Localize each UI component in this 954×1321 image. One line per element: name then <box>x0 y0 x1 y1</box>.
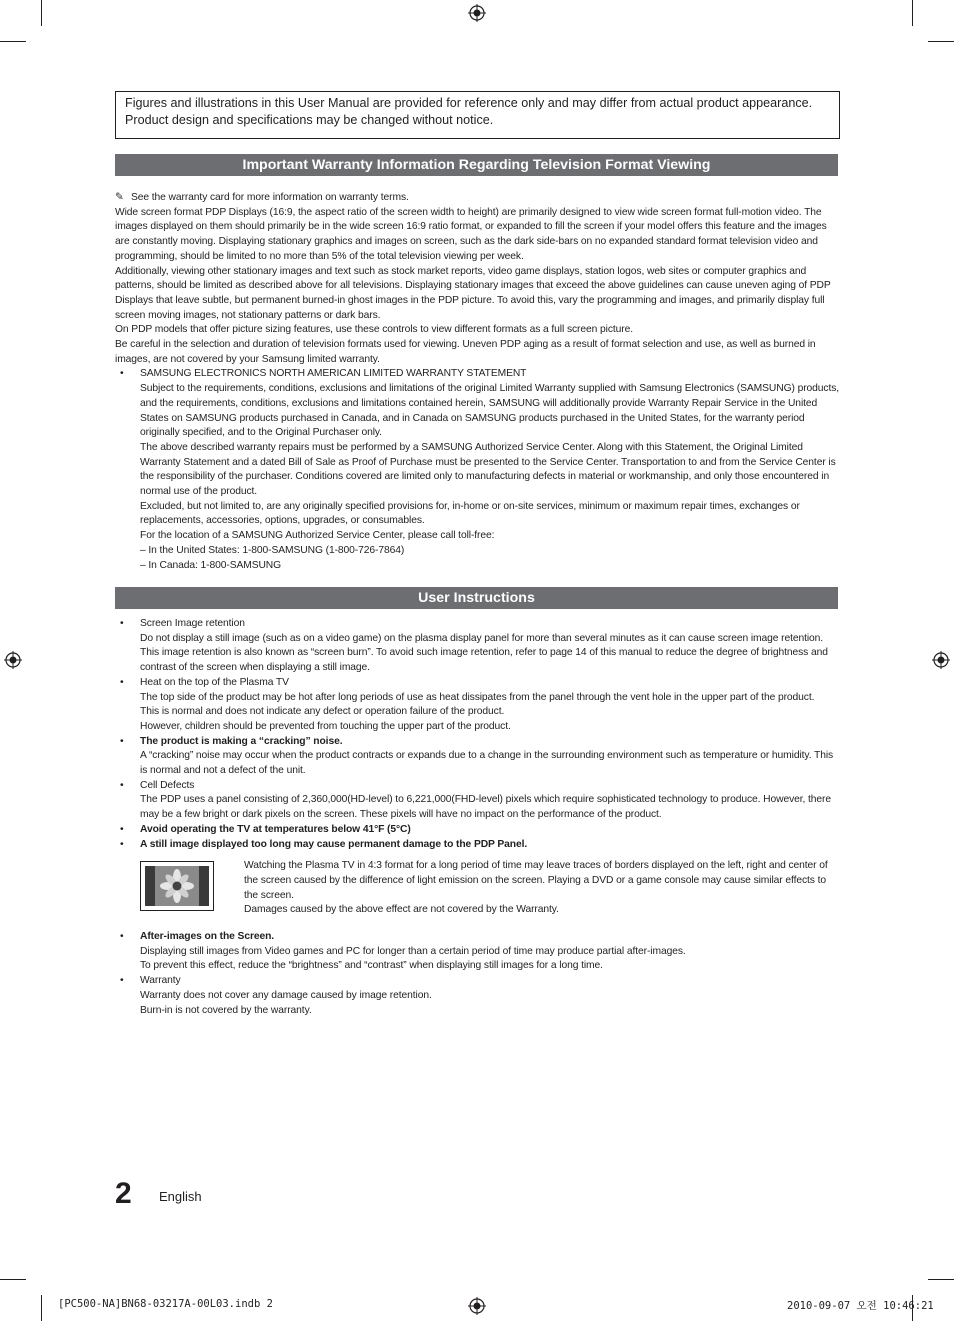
warranty-paragraph: Be careful in the selection and duration of television formats used for viewing. Uneven PDP aging as a result of format selection and use, as well as burned in images, are not covered by your Samsung limited warranty. <box>115 339 816 365</box>
instruction-title: A still image displayed too long may cause permanent damage to the PDP Panel. <box>140 838 528 850</box>
bullet-paragraph: For the location of a SAMSUNG Authorized Service Center, please call toll-free: <box>140 530 495 542</box>
warranty-section-heading: Important Warranty Information Regarding Television Format Viewing <box>115 154 838 176</box>
bullet-paragraph: Excluded, but not limited to, are any originally specified provisions for, in-home or on-site services, minimum or maximum repair times, exchanges or replacements, accessories, options, upgrades, or consumables. <box>140 500 800 527</box>
print-slug-date: 2010-09-07 오전 10:46:21 <box>787 1300 934 1312</box>
instruction-text: Do not display a still image (such as on a video game) on the plasma display panel for more than several minutes as it can cause screen image retention. This image retention is also known as “screen burn”. To avoid such image retention, refer to page 14 of this manual to reduce the degree of brightness and contrast of the screen when displaying a still image. <box>140 632 828 674</box>
instruction-text: The top side of the product may be hot after long periods of use as heat dissipates from the panel through the vent hole in the upper part of the product. <box>140 691 815 703</box>
print-slug-file: [PC500-NA]BN68-03217A-00L03.indb 2 <box>58 1298 273 1310</box>
instruction-text: Warranty does not cover any damage caused by image retention. <box>140 989 432 1001</box>
crop-mark <box>928 41 954 42</box>
disclaimer-box <box>115 91 840 139</box>
bullet-icon: • <box>120 618 124 629</box>
crop-mark <box>0 41 26 42</box>
instruction-title: Cell Defects <box>140 779 195 791</box>
instruction-item <box>115 735 840 779</box>
crop-mark <box>0 1279 26 1280</box>
still-image-text: Damages caused by the above effect are not covered by the Warranty. <box>244 904 559 916</box>
bullet-icon: • <box>120 823 124 835</box>
instruction-text: To prevent this effect, reduce the “brightness” and “contrast” when displaying still images for a long time. <box>140 960 603 972</box>
instruction-text: The PDP uses a panel consisting of 2,360,000(HD-level) to 6,221,000(FHD-level) pixels which require sophisticated technology to produce. However, there may be a few bright or dark pixels on the screen. These pixels will have no impact on the performance of the product. <box>140 794 831 821</box>
bullet-icon: • <box>120 735 124 747</box>
crop-mark <box>41 1295 42 1321</box>
warranty-note-text: See the warranty card for more information on warranty terms. <box>131 192 409 203</box>
bullet-paragraph: Subject to the requirements, conditions, exclusions and limitations of the original Limited Warranty supplied with Samsung Electronics (SAMSUNG) products, and the requirements, conditions, exclusions and limitations contained herein, SAMSUNG will additionally provide Warranty Repair Service in the United States on SAMSUNG products purchased in Canada, and in Canada on SAMSUNG products purchased in the United States, for the warranty period originally specified, and to the Original Purchaser only. <box>140 383 840 439</box>
still-image-text: Watching the Plasma TV in 4:3 format for a long period of time may leave traces of borders displayed on the left, right and center of the screen caused by the difference of light emission on the screen. Playing a DVD or a game console may cause similar effects to the screen. <box>244 860 828 901</box>
crop-mark <box>928 1279 954 1280</box>
instruction-text: This is normal and does not indicate any defect or operation failure of the product. <box>140 706 505 718</box>
bullet-paragraph: – In the United States: 1-800-SAMSUNG (1-800-726-7864) <box>140 544 405 556</box>
bullet-icon: • <box>120 368 124 380</box>
instruction-item <box>115 617 840 676</box>
registration-mark-icon <box>4 651 22 669</box>
instruction-text: Displaying still images from Video games and PC for longer than a certain period of time may produce partial after-images. <box>140 945 686 957</box>
warranty-note <box>115 191 840 206</box>
instruction-title: Avoid operating the TV at temperatures below 41°F (5°C) <box>140 823 411 835</box>
warranty-section-body <box>115 191 840 573</box>
disclaimer-line: Product design and specifications may be changed without notice. <box>125 113 494 127</box>
page-language: English <box>159 1189 202 1204</box>
disclaimer-line: Figures and illustrations in this User Manual are provided for reference only and may differ from actual product appearance. <box>125 96 813 110</box>
bullet-icon: • <box>120 838 124 850</box>
instruction-text: Burn-in is not covered by the warranty. <box>140 1004 312 1016</box>
warranty-paragraph: Additionally, viewing other stationary images and text such as stock market reports, video game displays, station logos, web sites or computer graphics and patterns, should be limited as described above for all televisions. Displaying stationary images that exceed the above guidelines can cause uneven aging of PDP Displays that leave subtle, but permanent burned-in ghost images in the PDP picture. To avoid this, vary the programming and images, and primarily display full screen moving images, not stationary patterns or dark bars. <box>115 265 831 321</box>
instruction-item <box>115 779 840 823</box>
instruction-title: Screen Image retention <box>140 618 245 629</box>
registration-mark-icon <box>468 1297 486 1315</box>
instruction-item <box>115 930 840 974</box>
instruction-item <box>115 676 840 735</box>
bullet-icon: • <box>120 676 124 688</box>
bullet-paragraph: – In Canada: 1-800-SAMSUNG <box>140 559 282 571</box>
still-image-warning <box>140 859 840 918</box>
bullet-paragraph: The above described warranty repairs must be performed by a SAMSUNG Authorized Service Center. Along with this Statement, the Original Limited Warranty Statement and a dated Bill of Sale as Proof of Purchase must be presented to the Service Center. Transportation to and from the Service Center is the responsibility of the purchaser. Conditions covered are limited only to manufacturing defects in material or workmanship, and only those encountered in normal use of the product. <box>140 441 836 498</box>
instruction-title: After-images on the Screen. <box>140 931 275 943</box>
instruction-title: Warranty <box>140 975 181 987</box>
burn-in-illustration <box>140 861 214 911</box>
registration-mark-icon <box>468 4 486 22</box>
warranty-paragraph: Wide screen format PDP Displays (16:9, the aspect ratio of the screen width to height) are primarily designed to view wide screen format full-motion video. The images displayed on them should primarily be in the wide screen 16:9 ratio format, or expanded to fill the screen if your model offers this feature and the images are constantly moving. Displaying stationary graphics and images on screen, such as the dark side-bars on no expanded standard format television video and programming, should be limited to no more than 5% of the total television viewing per week. <box>115 206 827 262</box>
warranty-statement-bullet <box>115 367 840 573</box>
bullet-icon: • <box>120 975 124 987</box>
instruction-item <box>115 838 840 853</box>
crop-mark <box>912 0 913 26</box>
user-instructions-heading: User Instructions <box>115 587 838 609</box>
instruction-title: The product is making a “cracking” noise. <box>140 735 343 747</box>
user-instructions-body <box>115 617 840 1018</box>
page-number: 2 <box>115 1177 132 1210</box>
pencil-note-icon: ✎ <box>115 192 124 203</box>
instruction-title: Heat on the top of the Plasma TV <box>140 676 289 688</box>
instruction-text: A “cracking” noise may occur when the product contracts or expands due to a change in the surrounding environment such as temperature or humidity. This is normal and not a defect of the unit. <box>140 750 834 777</box>
instruction-text: However, children should be prevented from touching the upper part of the product. <box>140 720 511 732</box>
warranty-paragraph: On PDP models that offer picture sizing features, use these controls to view different formats as a full screen picture. <box>115 324 633 336</box>
crop-mark <box>41 0 42 26</box>
instruction-item <box>115 974 840 1018</box>
flower-image-icon <box>145 866 209 906</box>
bullet-title: SAMSUNG ELECTRONICS NORTH AMERICAN LIMITED WARRANTY STATEMENT <box>140 368 527 380</box>
bullet-icon: • <box>120 779 124 791</box>
registration-mark-icon <box>932 651 950 669</box>
instruction-item <box>115 823 840 838</box>
bullet-icon: • <box>120 931 124 943</box>
